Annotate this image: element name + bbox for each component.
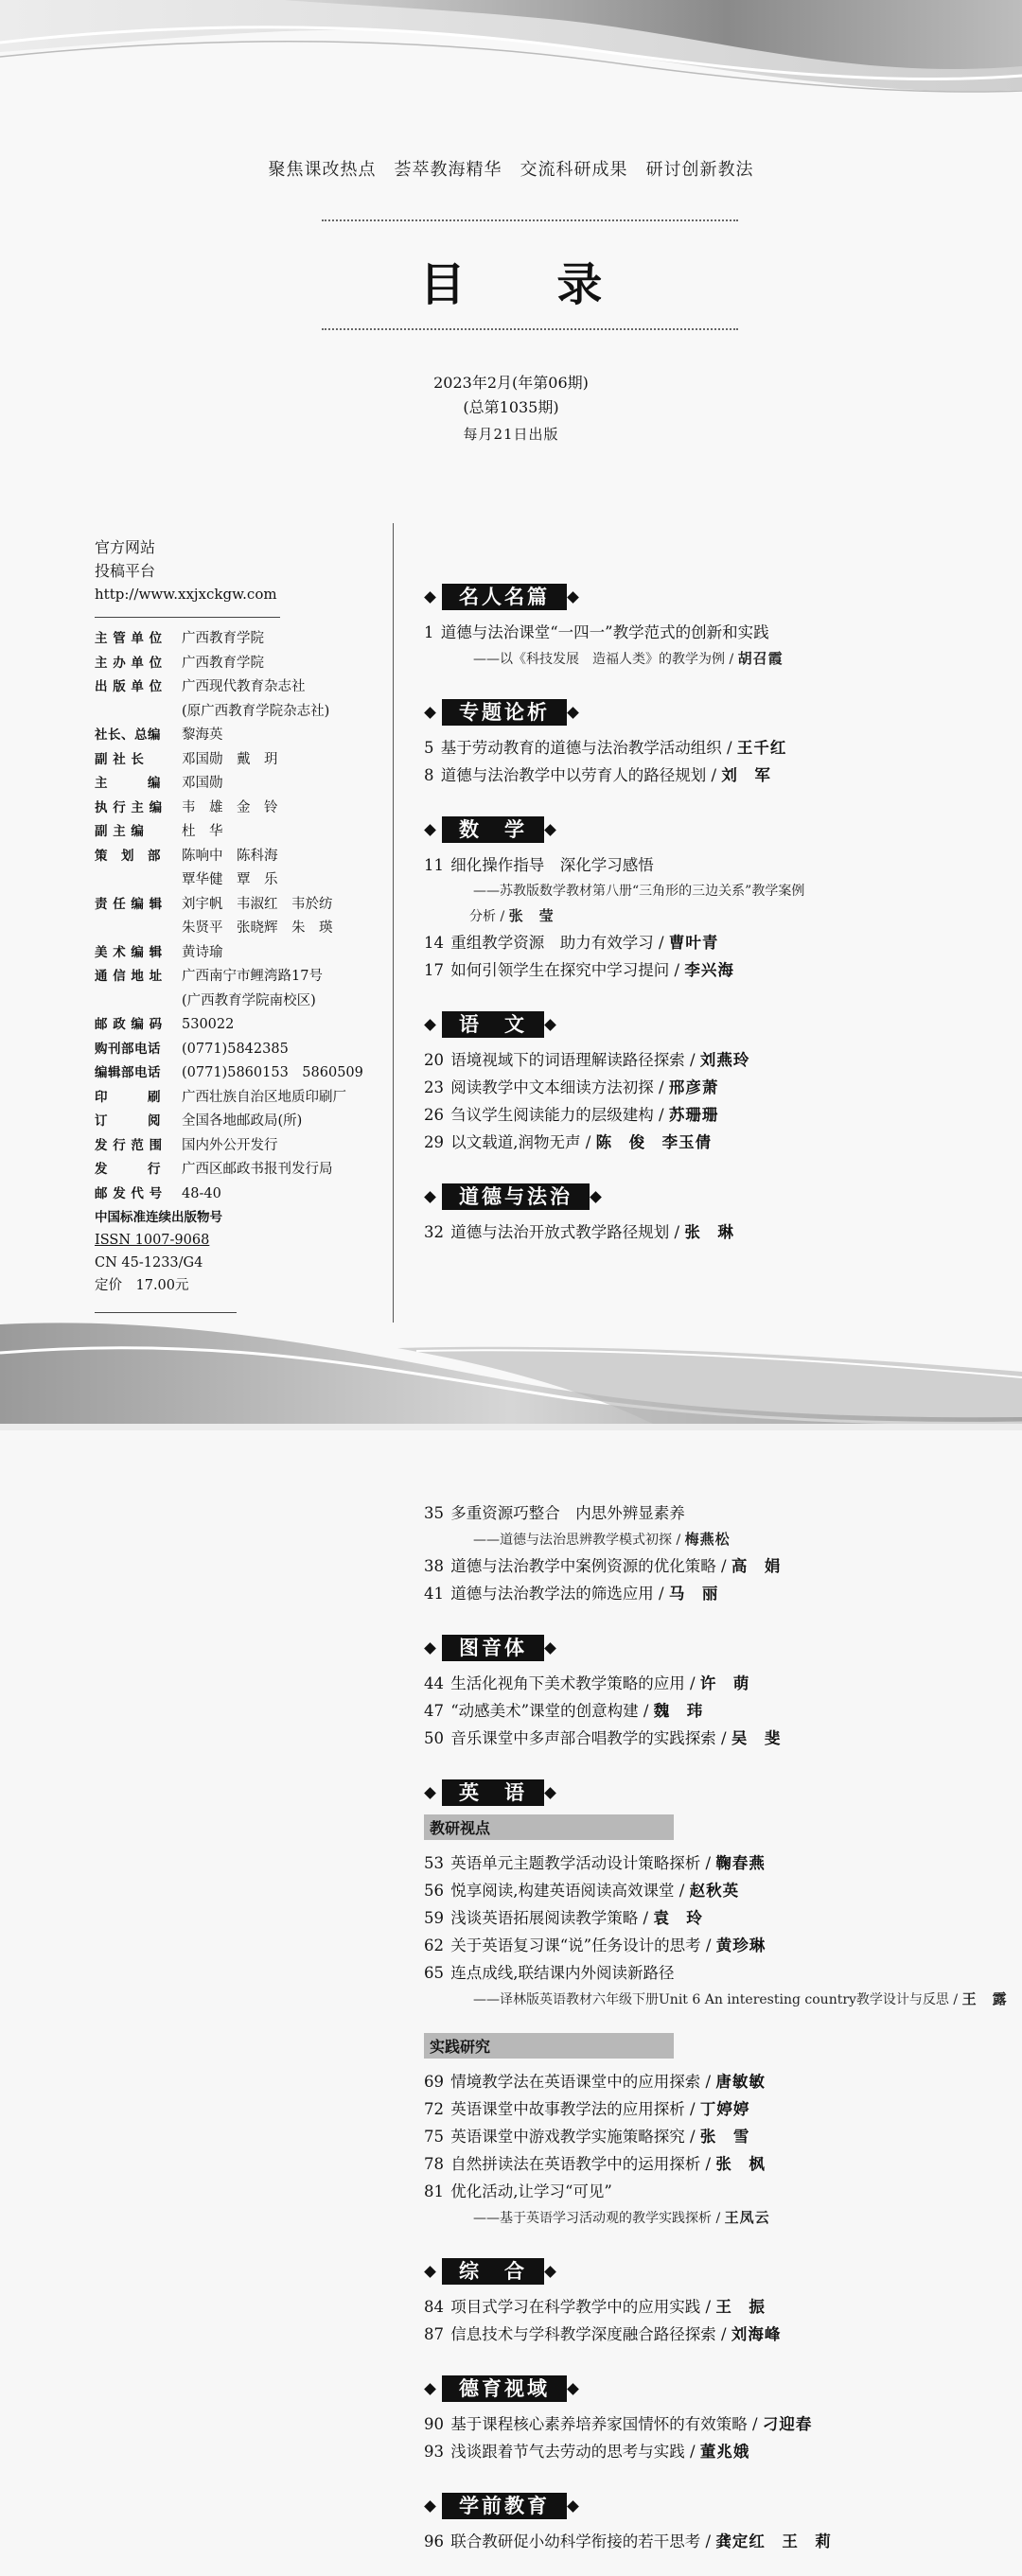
section-header: [424, 1181, 1011, 1213]
article-title: 自然拼读法在英语教学中的运用探析: [450, 2155, 701, 2173]
article-author: 黄珍琳: [715, 1936, 766, 1954]
toc-entry[interactable]: 53 英语单元主题教学活动设计策略探析 / 鞠春燕: [424, 1854, 766, 1872]
diamond-icon: [544, 824, 556, 836]
diamond-icon: [424, 2383, 436, 2395]
page-number: 87: [424, 2325, 449, 2343]
subsection-title: 教研视点: [424, 1814, 674, 1840]
article-author: 董兆娥: [699, 2443, 750, 2461]
article-title: 道德与法治教学法的筛选应用: [450, 1585, 654, 1603]
page-number: 56: [424, 1882, 449, 1900]
subtitle-text: 分析: [469, 909, 496, 924]
diamond-icon: [424, 2500, 436, 2513]
page-number: 44: [424, 1674, 449, 1692]
article-title: 浅谈跟着节气去劳动的思考与实践: [450, 2443, 685, 2461]
page-number: 90: [424, 2415, 449, 2433]
masthead-value: 广西南宁市鲤湾路17号: [182, 969, 323, 984]
toc-entry[interactable]: [424, 851, 1011, 879]
article-title: 如何引领学生在探究中学习提问: [450, 961, 670, 979]
article-title: 项目式学习在科学教学中的应用实践: [450, 2298, 701, 2316]
masthead-row: [95, 627, 379, 652]
toc-section: [424, 1777, 1011, 2231]
masthead-value: 覃华健 覃 乐: [182, 872, 278, 887]
article-author: 曹叶青: [668, 934, 719, 952]
subtitle-text: ——道德与法治思辨教学模式初探: [473, 1533, 672, 1548]
divider: [95, 1312, 237, 1313]
masthead-label: 编辑部电话: [95, 1065, 161, 1080]
page-number: 20: [424, 1051, 449, 1069]
masthead-value: 黎海英: [182, 727, 223, 743]
masthead-row: [95, 1061, 379, 1086]
diamond-icon: [567, 707, 579, 719]
article-title: 道德与法治教学中案例资源的优化策略: [450, 1557, 716, 1575]
masthead-value: 广西现代教育杂志社: [182, 679, 306, 694]
article-author: 刘燕玲: [699, 1051, 750, 1069]
masthead-value: 刘宇帆 韦淑红 韦於纺: [182, 896, 333, 912]
masthead-value: (0771)5860153 5860509: [182, 1065, 363, 1080]
page-number: 93: [424, 2443, 449, 2461]
section-header: [424, 1632, 1011, 1664]
issn: ISSN 1007-9068: [95, 1233, 210, 1248]
masthead-value: 黄诗瑜: [182, 944, 223, 960]
decorative-wave-bottom: [0, 1315, 1022, 1428]
masthead-label: [95, 700, 182, 725]
toc-entry[interactable]: 87 信息技术与学科教学深度融合路径探索 / 刘海峰: [424, 2325, 782, 2343]
diamond-icon: [567, 2500, 579, 2513]
toc-entry[interactable]: 14 重组教学资源 助力有效学习 / 曹叶青: [424, 934, 719, 952]
masthead-value: 广西壮族自治区地质印刷厂: [182, 1089, 346, 1105]
article-title: 生活化视角下美术教学策略的应用: [450, 1674, 685, 1692]
slogan: 聚焦课改热点 荟萃教海精华 交流科研成果 研讨创新教法: [268, 160, 754, 180]
article-author: 胡召霞: [737, 650, 784, 667]
page-number: 26: [424, 1106, 449, 1124]
toc-entry[interactable]: 38 道德与法治教学中案例资源的优化策略 / 高 娟: [424, 1557, 782, 1575]
page-number: 1: [424, 623, 439, 641]
article-title: 信息技术与学科教学深度融合路径探索: [450, 2325, 716, 2343]
masthead-label: 主 编: [95, 776, 161, 791]
issue-number: (总第1035期): [463, 398, 559, 416]
masthead-value: (广西教育学院南校区): [182, 992, 316, 1008]
toc-section: [424, 2490, 1011, 2555]
masthead-label: 购刊部电话: [95, 1041, 161, 1057]
article-subtitle: ——以《科技发展 造福人类》的教学为例 / 胡召霞: [473, 650, 784, 667]
article-title: 语境视域下的词语理解读路径探索: [450, 1051, 685, 1069]
masthead-label: [95, 990, 182, 1014]
toc-entry[interactable]: 90 基于课程核心素养培养家国情怀的有效策略 / 刁迎春: [424, 2415, 813, 2433]
page-number: 96: [424, 2532, 449, 2550]
diamond-icon: [424, 824, 436, 836]
article-title: 英语单元主题教学活动设计策略探析: [450, 1854, 701, 1872]
toc-entry[interactable]: [424, 1959, 1011, 1987]
article-author: 鞠春燕: [715, 1854, 766, 1872]
article-author: 吴 斐: [731, 1729, 782, 1747]
article-author: 王 露: [961, 1990, 1008, 2007]
page-number: 29: [424, 1133, 449, 1151]
masthead-rows: [95, 627, 379, 1206]
page-number: 53: [424, 1854, 449, 1872]
publication-schedule: 每月21日出版: [463, 426, 559, 443]
website-label: 官方网站: [95, 538, 156, 556]
toc-entry[interactable]: [424, 2178, 1011, 2205]
section-header: [424, 1777, 1011, 1809]
page-number: 59: [424, 1909, 449, 1927]
section-title: 学前教育: [442, 2493, 567, 2519]
masthead-row: [95, 1086, 379, 1111]
page-number: 50: [424, 1729, 449, 1747]
toc-entry[interactable]: [424, 1499, 1011, 1527]
section-title: 德育视域: [442, 2375, 567, 2402]
article-author: 马 丽: [668, 1585, 719, 1603]
masthead-label: 主 办 单 位: [95, 655, 163, 671]
article-author: 张 枫: [715, 2155, 766, 2173]
toc-entry[interactable]: 8 道德与法治教学中以劳育人的路径规划 / 刘 军: [424, 766, 771, 784]
masthead-value: 邓国勋 戴 玥: [182, 751, 278, 767]
article-title: 多重资源巧整合 内思外辨显素养: [450, 1504, 685, 1522]
website-url[interactable]: http://www.xxjxckgw.com: [95, 586, 277, 603]
toc-entry[interactable]: 44 生活化视角下美术教学策略的应用 / 许 萌: [424, 1674, 750, 1692]
section-header: [424, 2490, 1011, 2522]
article-author: 李兴海: [684, 961, 734, 979]
toc-section: [424, 1499, 1011, 1607]
masthead-row: [95, 965, 379, 990]
masthead-row: [95, 772, 379, 797]
article-author: 刘海峰: [731, 2325, 782, 2343]
subtitle-text: ——以《科技发展 造福人类》的教学为例: [473, 652, 725, 667]
masthead-row: [95, 1110, 379, 1134]
toc-section: [424, 2255, 1011, 2348]
masthead-value: 朱贤平 张晓辉 朱 瑛: [182, 920, 333, 936]
article-author: 苏珊珊: [668, 1106, 719, 1124]
toc-entry[interactable]: 78 自然拼读法在英语教学中的运用探析 / 张 枫: [424, 2155, 766, 2173]
toc-entry[interactable]: 72 英语课堂中故事教学法的应用探析 / 丁婷婷: [424, 2100, 750, 2118]
article-subtitle: [424, 879, 1011, 903]
article-title: 重组教学资源 助力有效学习: [450, 934, 654, 952]
article-subtitle: 分析 / 张 莹: [469, 907, 555, 924]
toc-entry[interactable]: 29 以文载道,润物无声 / 陈 俊 李玉倩: [424, 1133, 713, 1151]
masthead-value: 陈响中 陈科海: [182, 848, 278, 864]
article-author: 袁 玲: [653, 1909, 703, 1927]
submission-label: 投稿平台: [95, 562, 156, 580]
diamond-icon: [424, 1019, 436, 1031]
article-author: 魏 玮: [653, 1702, 704, 1720]
page-number: 81: [424, 2182, 449, 2200]
page-number: 5: [424, 739, 439, 757]
article-title: 以文载道,润物无声: [450, 1133, 581, 1151]
masthead-label: 副 社 长: [95, 751, 145, 767]
article-author: 王凤云: [724, 2209, 770, 2226]
divider: [95, 617, 280, 618]
masthead-label: 策 划 部: [95, 848, 161, 864]
masthead-label: 发 行: [95, 1162, 161, 1177]
masthead-label: 发 行 范 围: [95, 1137, 163, 1153]
article-title: 基于劳动教育的道德与法治教学活动组织: [440, 739, 722, 757]
diamond-icon: [424, 1191, 436, 1203]
article-author: 邢彦萧: [668, 1078, 719, 1096]
masthead-row: [95, 1183, 379, 1207]
section-title: 道德与法治: [442, 1183, 590, 1210]
masthead-label: [95, 868, 182, 893]
page-number: 17: [424, 961, 449, 979]
masthead-row: [95, 1038, 379, 1062]
issue-date: 2023年2月(年第06期): [433, 374, 589, 392]
toc-list-page-1: [424, 581, 1011, 1270]
toc-entry[interactable]: 93 浅谈跟着节气去劳动的思考与实践 / 董兆娥: [424, 2443, 750, 2461]
cn-number: CN 45-1233/G4: [95, 1255, 203, 1270]
page-number: 47: [424, 1702, 449, 1720]
article-author: 张 雪: [699, 2128, 750, 2146]
article-author: 刁迎春: [762, 2415, 813, 2433]
article-title: 道德与法治教学中以劳育人的路径规划: [440, 766, 707, 784]
article-subtitle: ——基于英语学习活动观的教学实践探析 / 王凤云: [473, 2209, 770, 2226]
masthead-row: [95, 917, 379, 941]
article-title: 优化活动,让学习“可见”: [450, 2182, 612, 2200]
article-title: 细化操作指导 深化学习感悟: [450, 856, 654, 874]
page-number: 62: [424, 1936, 449, 1954]
toc-entry[interactable]: 41 道德与法治教学法的筛选应用 / 马 丽: [424, 1585, 719, 1603]
toc-section: [424, 696, 1011, 789]
masthead-label: 社长、总编: [95, 727, 161, 743]
masthead-row: [95, 724, 379, 748]
toc-entry[interactable]: 20 语境视域下的词语理解读路径探索 / 刘燕玲: [424, 1051, 750, 1069]
serial-label: 中国标准连续出版物号: [95, 1210, 222, 1225]
article-title: 悦享阅读,构建英语阅读高效课堂: [450, 1882, 675, 1900]
masthead-row: [95, 820, 379, 845]
subtitle-text: ——译林版英语教材六年级下册Unit 6 An interesting country教学设计与反思: [473, 1992, 949, 2007]
diamond-icon: [424, 1787, 436, 1799]
masthead-value: 国内外公开发行: [182, 1137, 278, 1153]
masthead-value: 韦 雄 金 铃: [182, 799, 278, 815]
toc-entry[interactable]: 26 刍议学生阅读能力的层级建构 / 苏珊珊: [424, 1106, 719, 1124]
section-header: [424, 581, 1011, 613]
masthead-value: 530022: [182, 1017, 235, 1032]
diamond-icon: [544, 1787, 556, 1799]
masthead-row: [95, 700, 379, 725]
toc-entry[interactable]: 96 联合教研促小幼科学衔接的若干思考 / 龚定红 王 莉: [424, 2532, 832, 2550]
toc-entry[interactable]: 32 道德与法治开放式教学路径规划 / 张 琳: [424, 1223, 734, 1241]
masthead-label: 执 行 主 编: [95, 799, 163, 815]
article-author: 龚定红 王 莉: [715, 2532, 832, 2550]
toc-entry[interactable]: 69 情境教学法在英语课堂中的应用探索 / 唐敏敏: [424, 2073, 766, 2091]
masthead-label: 订 阅: [95, 1113, 161, 1129]
masthead-row: [95, 748, 379, 773]
masthead-label: 邮 政 编 码: [95, 1017, 163, 1032]
masthead-value: 全国各地邮政局(所): [182, 1113, 303, 1129]
toc-section: [424, 2373, 1011, 2465]
section-title: 专题论析: [442, 699, 567, 726]
masthead-value: 48-40: [182, 1185, 221, 1201]
toc-entry[interactable]: 59 浅谈英语拓展阅读教学策略 / 袁 玲: [424, 1909, 703, 1927]
page-number: 35: [424, 1504, 449, 1522]
masthead-label: 出 版 单 位: [95, 679, 163, 694]
diamond-icon: [544, 1642, 556, 1655]
dotted-divider: [322, 219, 738, 221]
page-number: 84: [424, 2298, 449, 2316]
article-title: 连点成线,联结课内外阅读新路径: [450, 1964, 675, 1982]
article-author: 刘 军: [721, 766, 771, 784]
toc-section: [424, 1181, 1011, 1246]
toc-entry[interactable]: [424, 619, 1011, 646]
toc-section: [424, 1008, 1011, 1156]
article-author: 许 萌: [699, 1674, 750, 1692]
masthead-value: (0771)5842385: [182, 1041, 289, 1057]
section-title: 综 合: [442, 2258, 544, 2285]
toc-entry[interactable]: 5 基于劳动教育的道德与法治教学活动组织 / 王千红: [424, 739, 787, 757]
masthead-value: 广西教育学院: [182, 631, 264, 646]
article-author: 陈 俊 李玉倩: [595, 1133, 713, 1151]
section-header: [424, 2255, 1011, 2287]
page-number: 32: [424, 1223, 449, 1241]
page-number: 41: [424, 1585, 449, 1603]
page-title: 目 录: [419, 258, 641, 311]
masthead-value: (原广西教育学院杂志社): [182, 703, 330, 719]
article-title: 联合教研促小幼科学衔接的若干思考: [450, 2532, 701, 2550]
diamond-icon: [567, 591, 579, 604]
toc-entry[interactable]: 50 音乐课堂中多声部合唱教学的实践探索 / 吴 斐: [424, 1729, 782, 1747]
section-title: 数 学: [442, 816, 544, 843]
toc-section: [424, 1632, 1011, 1752]
article-author: 王 振: [715, 2298, 766, 2316]
toc-section: [424, 581, 1011, 672]
section-header: [424, 1008, 1011, 1041]
masthead-row: [95, 845, 379, 869]
article-author: 丁婷婷: [699, 2100, 750, 2118]
article-title: 阅读教学中文本细读方法初探: [450, 1078, 654, 1096]
masthead-label: 通 信 地 址: [95, 969, 163, 984]
decorative-wave-top: [0, 0, 1022, 104]
diamond-icon: [424, 707, 436, 719]
masthead-value: 广西教育学院: [182, 655, 264, 671]
page-number: 38: [424, 1557, 449, 1575]
diamond-icon: [544, 1019, 556, 1031]
page-number: 78: [424, 2155, 449, 2173]
article-title: 道德与法治课堂“一四一”教学范式的创新和实践: [440, 623, 769, 641]
masthead-row: [95, 1134, 379, 1159]
article-title: 关于英语复习课“说”任务设计的思考: [450, 1936, 701, 1954]
diamond-icon: [424, 1642, 436, 1655]
page-number: 69: [424, 2073, 449, 2091]
masthead-row: [95, 941, 379, 966]
article-title: 音乐课堂中多声部合唱教学的实践探索: [450, 1729, 716, 1747]
masthead-label: 主 管 单 位: [95, 631, 163, 646]
section-header: [424, 696, 1011, 728]
masthead-label: 责 任 编 辑: [95, 896, 163, 912]
page-number: 14: [424, 934, 449, 952]
article-title: 浅谈英语拓展阅读教学策略: [450, 1909, 639, 1927]
masthead-row: [95, 868, 379, 893]
masthead-label: 邮 发 代 号: [95, 1185, 163, 1201]
diamond-icon: [590, 1191, 602, 1203]
toc-entry[interactable]: 56 悦享阅读,构建英语阅读高效课堂 / 赵秋英: [424, 1882, 740, 1900]
masthead-row: [95, 893, 379, 918]
article-title: 基于课程核心素养培养家国情怀的有效策略: [450, 2415, 748, 2433]
subsection-title: 实践研究: [424, 2033, 674, 2059]
page-number: 65: [424, 1964, 449, 1982]
masthead-label: 副 主 编: [95, 824, 145, 839]
masthead-row: [95, 990, 379, 1014]
article-title: 刍议学生阅读能力的层级建构: [450, 1106, 654, 1124]
article-author: 王千红: [736, 739, 787, 757]
masthead-value: 杜 华: [182, 824, 223, 839]
article-author: 梅燕松: [684, 1531, 731, 1548]
page-number: 8: [424, 766, 439, 784]
masthead-row: [95, 652, 379, 676]
price: 定价 17.00元: [95, 1278, 189, 1293]
article-title: 道德与法治开放式教学路径规划: [450, 1223, 670, 1241]
article-subtitle: ——道德与法治思辨教学模式初探 / 梅燕松: [473, 1531, 731, 1548]
article-title: 英语课堂中游戏教学实施策略探究: [450, 2128, 685, 2146]
masthead-row: [95, 797, 379, 821]
article-author: 赵秋英: [689, 1882, 740, 1900]
page-number: 23: [424, 1078, 449, 1096]
diamond-icon: [567, 2383, 579, 2395]
masthead: [95, 535, 379, 1313]
page-number: 72: [424, 2100, 449, 2118]
column-divider: [393, 523, 394, 1323]
toc-entry[interactable]: 62 关于英语复习课“说”任务设计的思考 / 黄珍琳: [424, 1936, 766, 1954]
article-author: 高 娟: [731, 1557, 782, 1575]
masthead-label: 印 刷: [95, 1089, 161, 1105]
diamond-icon: [424, 591, 436, 604]
diamond-icon: [424, 2266, 436, 2278]
masthead-label: 美 术 编 辑: [95, 944, 163, 960]
masthead-row: [95, 1158, 379, 1183]
toc-entry[interactable]: 17 如何引领学生在探究中学习提问 / 李兴海: [424, 961, 734, 979]
toc-entry[interactable]: 84 项目式学习在科学教学中的应用实践 / 王 振: [424, 2298, 766, 2316]
article-title: 英语课堂中故事教学法的应用探析: [450, 2100, 685, 2118]
article-author: 唐敏敏: [715, 2073, 766, 2091]
article-subtitle: ——译林版英语教材六年级下册Unit 6 An interesting country教学设计与反思 / 王 露: [473, 1990, 1008, 2007]
article-title: 情境教学法在英语课堂中的应用探索: [450, 2073, 701, 2091]
dotted-divider: [322, 328, 738, 330]
diamond-icon: [544, 2266, 556, 2278]
toc-list-page-2: [424, 1499, 1011, 2576]
toc-entry[interactable]: 23 阅读教学中文本细读方法初探 / 邢彦萧: [424, 1078, 719, 1096]
section-title: 名人名篇: [442, 584, 567, 610]
section-header: [424, 2373, 1011, 2405]
masthead-value: 邓国勋: [182, 776, 223, 791]
section-header: [424, 814, 1011, 846]
masthead-row: [95, 1013, 379, 1038]
toc-section: [424, 814, 1011, 984]
masthead-value: 广西区邮政书报刊发行局: [182, 1162, 333, 1177]
toc-page-2: [0, 1430, 1022, 2576]
article-author: 张 莹: [508, 907, 555, 924]
article-title: “动感美术”课堂的创意构建: [450, 1702, 639, 1720]
section-title: 英 语: [442, 1779, 544, 1806]
subtitle-text: ——基于英语学习活动观的教学实践探析: [473, 2211, 712, 2226]
article-author: 张 琳: [684, 1223, 734, 1241]
section-title: 图音体: [442, 1635, 544, 1661]
masthead-row: [95, 675, 379, 700]
subtitle-text: ——苏教版数学教材第八册“三角形的三边关系”教学案例: [473, 884, 805, 899]
page-number: 75: [424, 2128, 449, 2146]
section-title: 语 文: [442, 1011, 544, 1038]
masthead-label: [95, 917, 182, 941]
toc-entry[interactable]: 47 “动感美术”课堂的创意构建 / 魏 玮: [424, 1702, 704, 1720]
toc-entry[interactable]: 75 英语课堂中游戏教学实施策略探究 / 张 雪: [424, 2128, 750, 2146]
page-number: 11: [424, 856, 449, 874]
